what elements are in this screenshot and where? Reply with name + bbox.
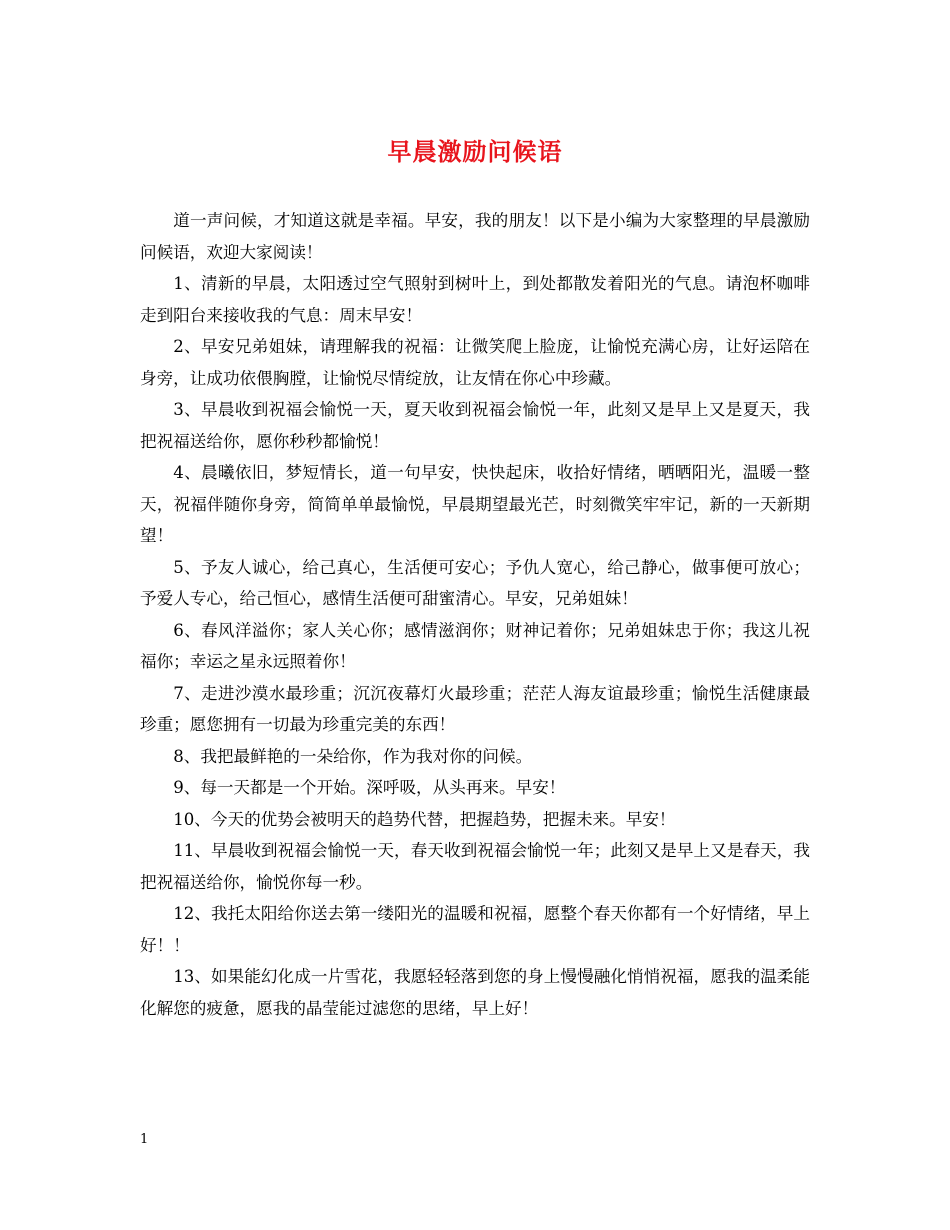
paragraph-item-4: 4、晨曦依旧，梦短情长，道一句早安，快快起床，收拾好情绪，晒晒阳光，温暖一整天，祝福伴随你身旁，简简单单最愉悦，早晨期望最光芒，时刻微笑牢牢记，新的一天新期望！	[140, 463, 810, 545]
paragraph-intro: 道一声问候，才知道这就是幸福。早安，我的朋友！以下是小编为大家整理的早晨激励问候语，欢迎大家阅读！	[140, 211, 810, 262]
paragraph-item-11: 11、早晨收到祝福会愉悦一天，春天收到祝福会愉悦一年；此刻又是早上又是春天，我把祝福送给你，愉悦你每一秒。	[140, 841, 810, 892]
paragraph-item-6: 6、春风洋溢你；家人关心你；感情滋润你；财神记着你；兄弟姐妹忠于你；我这儿祝福你；幸运之星永远照着你！	[140, 620, 810, 671]
paragraph-item-9: 9、每一天都是一个开始。深呼吸，从头再来。早安！	[173, 778, 566, 797]
paragraph-item-1: 1、清新的早晨，太阳透过空气照射到树叶上，到处都散发着阳光的气息。请泡杯咖啡走到阳台来接收我的气息：周末早安！	[140, 274, 810, 325]
document-body	[140, 205, 810, 1024]
paragraph-item-3: 3、早晨收到祝福会愉悦一天，夏天收到祝福会愉悦一年，此刻又是早上又是夏天，我把祝福送给你，愿你秒秒都愉悦！	[140, 400, 810, 451]
paragraph-item-7: 7、走进沙漠水最珍重；沉沉夜幕灯火最珍重；茫茫人海友谊最珍重；愉悦生活健康最珍重；愿您拥有一切最为珍重完美的东西！	[140, 683, 810, 734]
paragraph-item-10: 10、今天的优势会被明天的趋势代替，把握趋势，把握未来。早安！	[173, 809, 676, 829]
paragraph-item-12: 12、我托太阳给你送去第一缕阳光的温暖和祝福，愿整个春天你都有一个好情绪，早上好！！	[140, 904, 810, 955]
paragraph-item-5: 5、予友人诚心，给己真心，生活便可安心；予仇人宽心，给己静心，做事便可放心；予爱人专心，给己恒心，感情生活便可甜蜜清心。早安，兄弟姐妹！	[140, 557, 810, 608]
document-title: 早晨激励问候语	[387, 137, 563, 166]
paragraph-item-2: 2、早安兄弟姐妹，请理解我的祝福：让微笑爬上脸庞，让愉悦充满心房，让好运陪在身旁，让成功依偎胸膛，让愉悦尽情绽放，让友情在你心中珍藏。	[140, 337, 810, 388]
page-number: 1	[140, 1132, 149, 1147]
paragraph-item-13: 13、如果能幻化成一片雪花，我愿轻轻落到您的身上慢慢融化悄悄祝福，愿我的温柔能化解您的疲惫，愿我的晶莹能过滤您的思绪，早上好！	[140, 967, 810, 1018]
paragraph-item-8: 8、我把最鲜艳的一朵给你，作为我对你的问候。	[173, 746, 533, 766]
